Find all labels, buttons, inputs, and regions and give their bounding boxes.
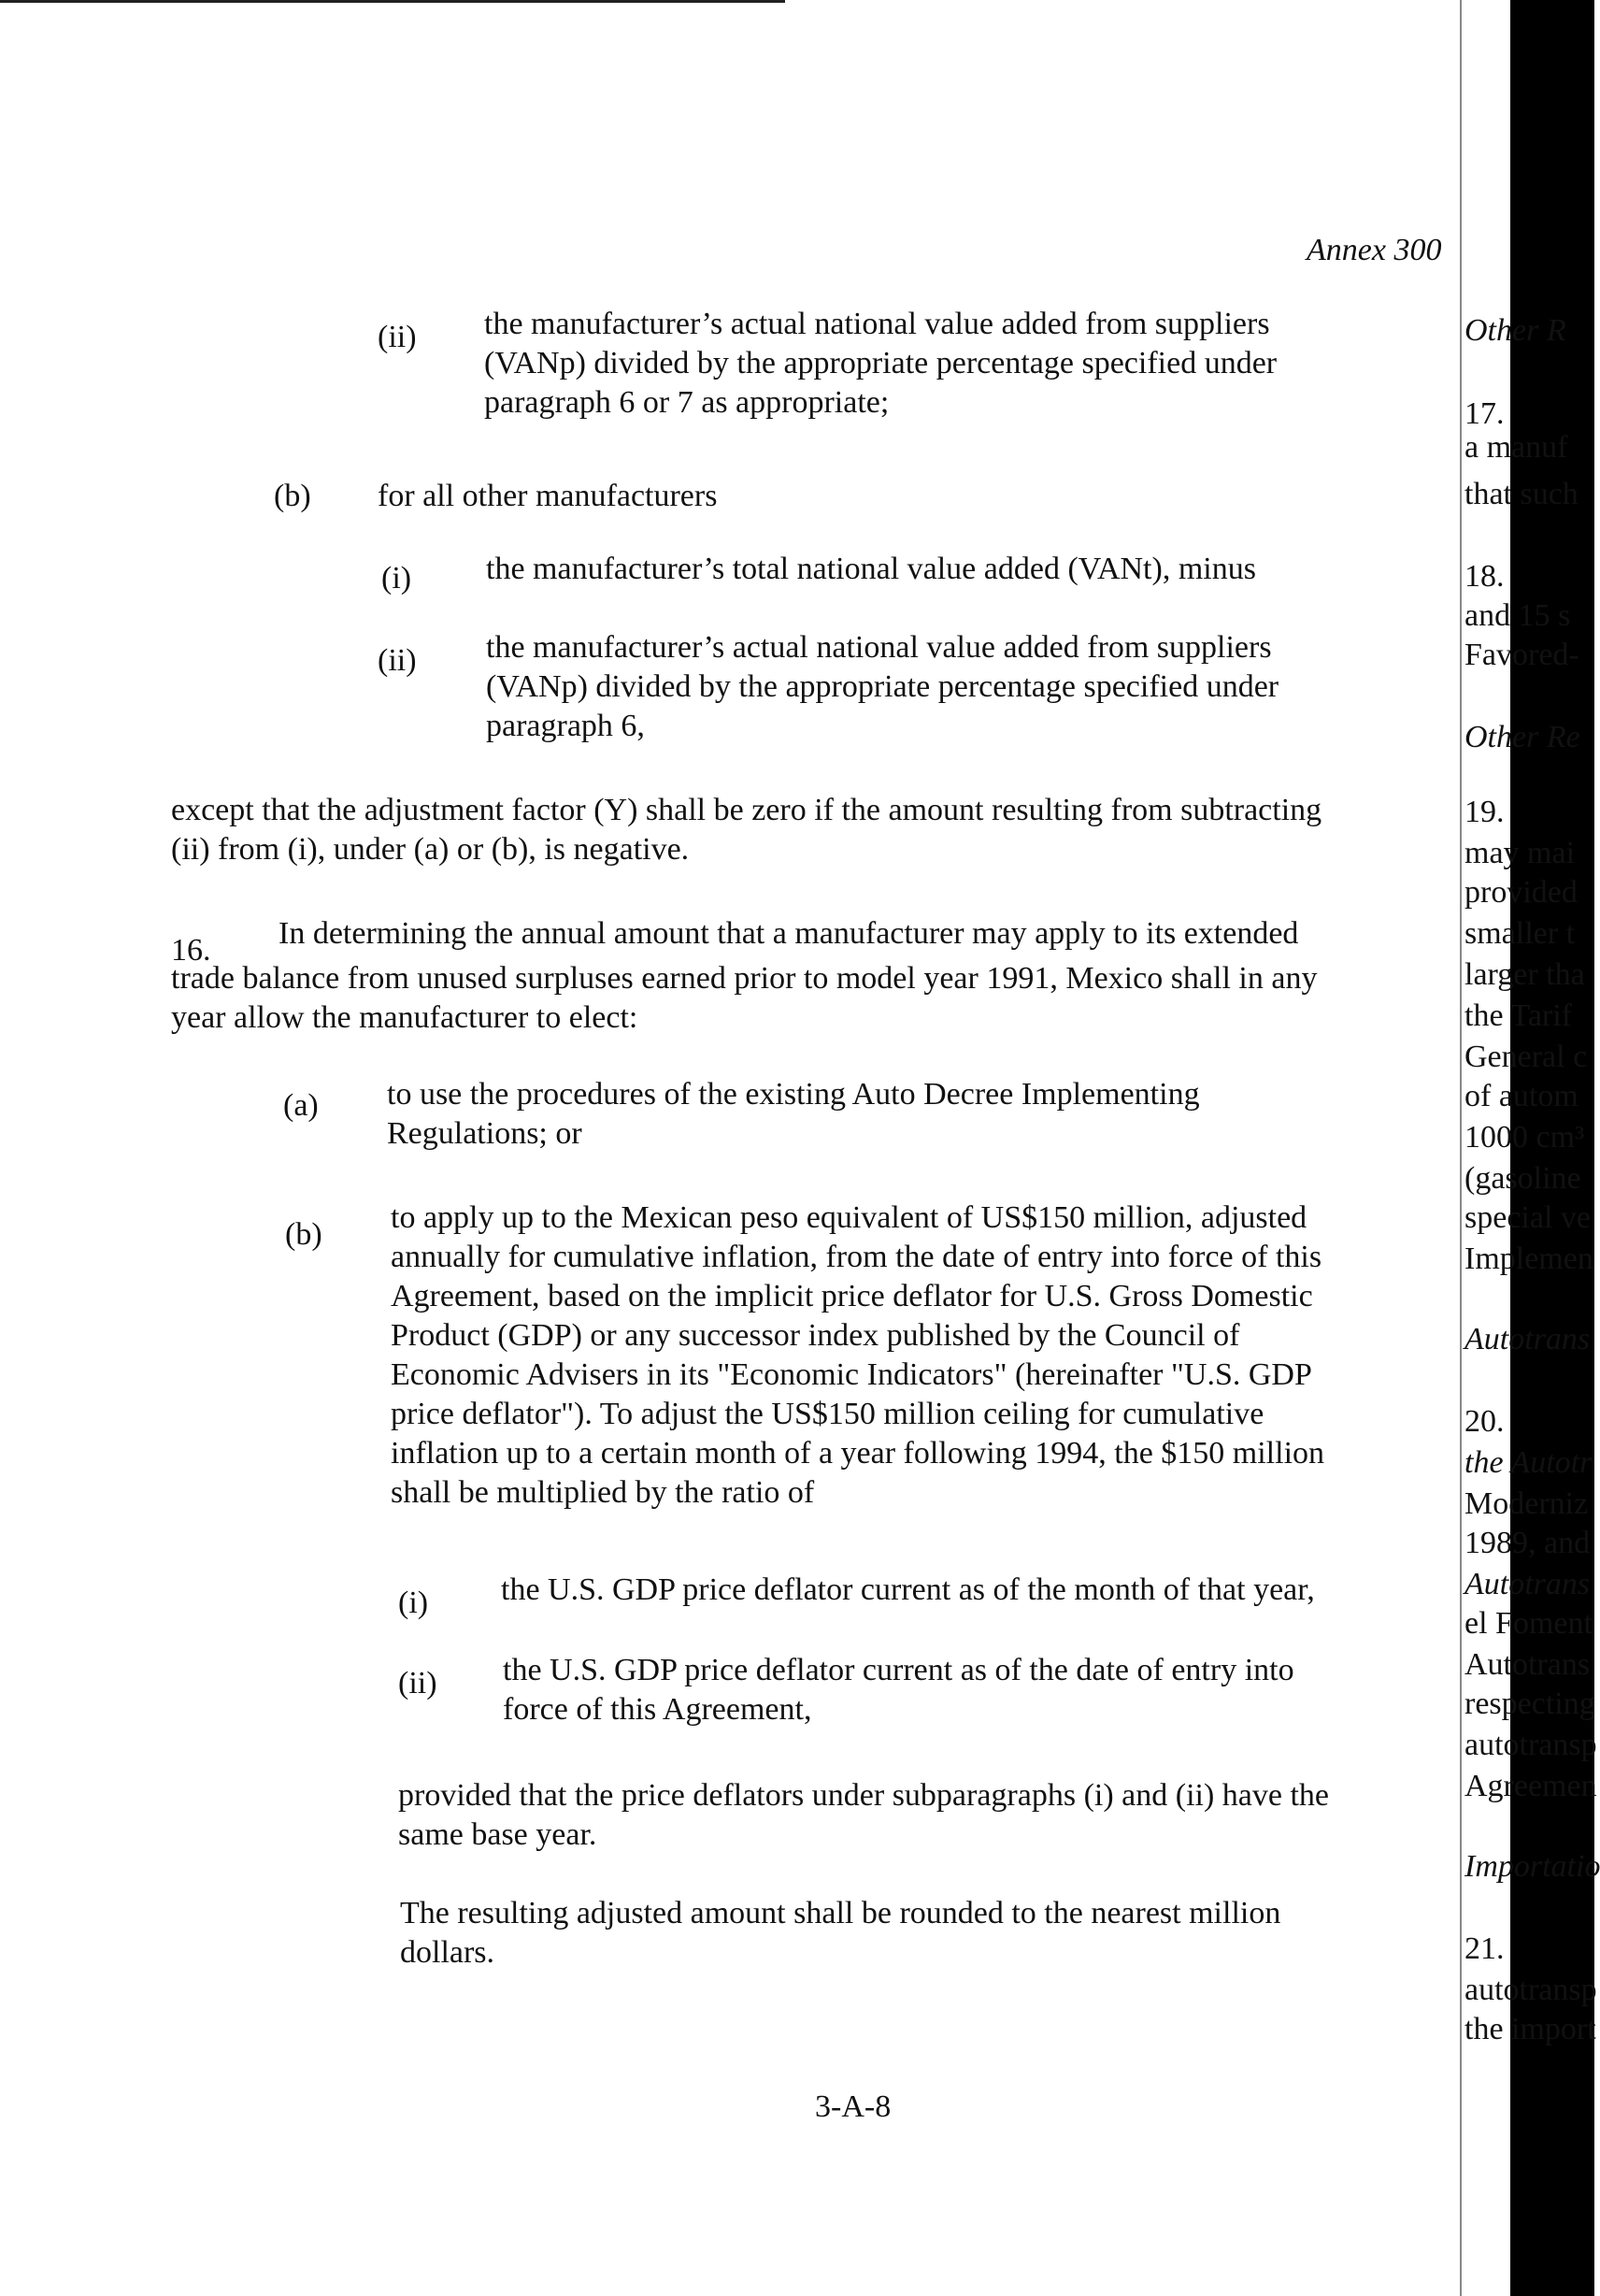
right-fragment-line: that such bbox=[1464, 477, 1579, 511]
paragraph-16-continuation bbox=[171, 959, 1460, 1038]
p16-b-text bbox=[391, 1198, 1460, 1513]
text-line: except that the adjustment factor (Y) shall be zero if the amount resulting from subtracting bbox=[171, 793, 1322, 827]
text-line: paragraph 6 or 7 as appropriate; bbox=[484, 385, 890, 420]
item-b-text: for all other manufacturers bbox=[378, 479, 718, 513]
scan-top-edge bbox=[0, 0, 785, 3]
text-line: Economic Advisers in its "Economic Indicators" (hereinafter "U.S. GDP bbox=[391, 1357, 1312, 1392]
p16-b-i-number: (i) bbox=[398, 1586, 429, 1620]
right-fragment-line: Autotrans bbox=[1464, 1647, 1591, 1682]
item-b-i-number: (i) bbox=[381, 561, 412, 596]
right-fragment-line: Autotrans bbox=[1464, 1567, 1591, 1601]
provided-paragraph bbox=[398, 1776, 1460, 1855]
paragraph-16-line-1: In determining the annual amount that a manufacturer may apply to its extended bbox=[279, 916, 1299, 951]
right-fragment-line: el Foment bbox=[1464, 1606, 1593, 1641]
text-line: inflation up to a certain month of a year following 1994, the $150 million bbox=[391, 1436, 1325, 1471]
p16-b-i-text: the U.S. GDP price deflator current as of the month of that year, bbox=[501, 1572, 1315, 1607]
right-fragment-line: provided bbox=[1464, 875, 1578, 910]
right-fragment-line: of autom bbox=[1464, 1079, 1579, 1113]
right-fragment-line: Agreemen bbox=[1464, 1769, 1597, 1803]
p16-b-ii-number: (ii) bbox=[398, 1666, 437, 1700]
text-line: Agreement, based on the implicit price deflator for U.S. Gross Domestic bbox=[391, 1279, 1313, 1313]
item-a-ii-number: (ii) bbox=[378, 320, 417, 354]
page-number: 3-A-8 bbox=[815, 2089, 892, 2124]
right-fragment-line: smaller t bbox=[1464, 916, 1576, 951]
right-fragment-line: (gasoline bbox=[1464, 1161, 1581, 1196]
right-fragment-line: Other Re bbox=[1464, 720, 1580, 754]
text-line: the manufacturer’s actual national value added from suppliers bbox=[486, 630, 1272, 665]
p16-a-text bbox=[387, 1075, 1200, 1154]
right-fragment-line: special ve bbox=[1464, 1200, 1591, 1235]
right-fragment-line: 1989, and bbox=[1464, 1526, 1591, 1560]
text-line: price deflator"). To adjust the US$150 million ceiling for cumulative bbox=[391, 1397, 1264, 1431]
right-fragment-line: General c bbox=[1464, 1040, 1588, 1074]
right-fragment-line: autotransp bbox=[1464, 1973, 1597, 2007]
right-fragment-line: the Autotr bbox=[1464, 1445, 1593, 1480]
text-line: (ii) from (i), under (a) or (b), is negative. bbox=[171, 832, 690, 867]
p16-a-number: (a) bbox=[283, 1088, 319, 1123]
right-fragment-line: Implemen bbox=[1464, 1241, 1593, 1276]
right-fragment-line: respecting bbox=[1464, 1686, 1595, 1721]
text-line: provided that the price deflators under subparagraphs (i) and (ii) have the bbox=[398, 1778, 1330, 1813]
text-line: same base year. bbox=[398, 1817, 597, 1852]
right-fragment-line: Autotrans bbox=[1464, 1322, 1591, 1356]
text-line: the manufacturer’s actual national value added from suppliers bbox=[484, 307, 1270, 341]
text-line: paragraph 6, bbox=[486, 709, 645, 743]
text-line: to use the procedures of the existing Auto Decree Implementing bbox=[387, 1077, 1200, 1112]
item-a-ii-text bbox=[484, 305, 1277, 423]
right-fragment-line: the import bbox=[1464, 2012, 1596, 2046]
p16-b-number: (b) bbox=[285, 1217, 322, 1252]
item-b-ii-number: (ii) bbox=[378, 643, 417, 678]
paragraph-16-number: 16. bbox=[171, 933, 211, 968]
right-fragment-line: Favored- bbox=[1464, 638, 1579, 672]
text-line: Product (GDP) or any successor index published by the Council of bbox=[391, 1318, 1240, 1353]
resulting-paragraph bbox=[400, 1894, 1280, 1973]
right-fragment-line: and 15 s bbox=[1464, 598, 1571, 633]
item-b-i-text: the manufacturer’s total national value added (VANt), minus bbox=[486, 552, 1256, 586]
text-line: force of this Agreement, bbox=[503, 1692, 812, 1727]
right-fragment-line: 17. bbox=[1464, 396, 1505, 431]
right-fragment-line: Other R bbox=[1464, 313, 1566, 348]
text-line: Regulations; or bbox=[387, 1116, 582, 1151]
right-fragment-line: 20. bbox=[1464, 1404, 1505, 1439]
annex-header: Annex 300 bbox=[1307, 233, 1442, 267]
text-line: shall be multiplied by the ratio of bbox=[391, 1475, 815, 1510]
text-line: annually for cumulative inflation, from the date of entry into force of this bbox=[391, 1240, 1322, 1274]
right-fragment-line: 1000 cm³ bbox=[1464, 1120, 1585, 1155]
except-paragraph bbox=[171, 791, 1461, 869]
right-fragment-line: autotransp bbox=[1464, 1728, 1597, 1762]
text-line: The resulting adjusted amount shall be rounded to the nearest million bbox=[400, 1896, 1281, 1930]
p16-b-ii-text bbox=[503, 1651, 1294, 1729]
right-fragment-line: 21. bbox=[1464, 1931, 1505, 1966]
item-b-ii-text bbox=[486, 628, 1279, 746]
text-line: to apply up to the Mexican peso equivalent of US$150 million, adjusted bbox=[391, 1200, 1307, 1235]
text-line: dollars. bbox=[400, 1935, 495, 1970]
item-b-number: (b) bbox=[274, 479, 311, 513]
right-fragment-line: 18. bbox=[1464, 559, 1505, 594]
right-fragment-line: a manuf bbox=[1464, 430, 1568, 465]
right-fragment-line: Moderniz bbox=[1464, 1486, 1589, 1521]
text-line: trade balance from unused surpluses earned prior to model year 1991, Mexico shall in any bbox=[171, 961, 1318, 996]
text-line: (VANp) divided by the appropriate percentage specified under bbox=[484, 346, 1278, 380]
right-fragment-line: the Tarif bbox=[1464, 998, 1572, 1033]
text-line: (VANp) divided by the appropriate percentage specified under bbox=[486, 669, 1279, 704]
right-fragment-line: 19. bbox=[1464, 795, 1505, 829]
right-fragment-line: larger tha bbox=[1464, 957, 1585, 992]
right-fragment-line: Importatio bbox=[1464, 1849, 1600, 1884]
text-line: year allow the manufacturer to elect: bbox=[171, 1000, 638, 1035]
right-page-fragment bbox=[1464, 0, 1600, 2296]
text-line: the U.S. GDP price deflator current as of the date of entry into bbox=[503, 1653, 1294, 1687]
right-fragment-line: may mai bbox=[1464, 836, 1576, 870]
